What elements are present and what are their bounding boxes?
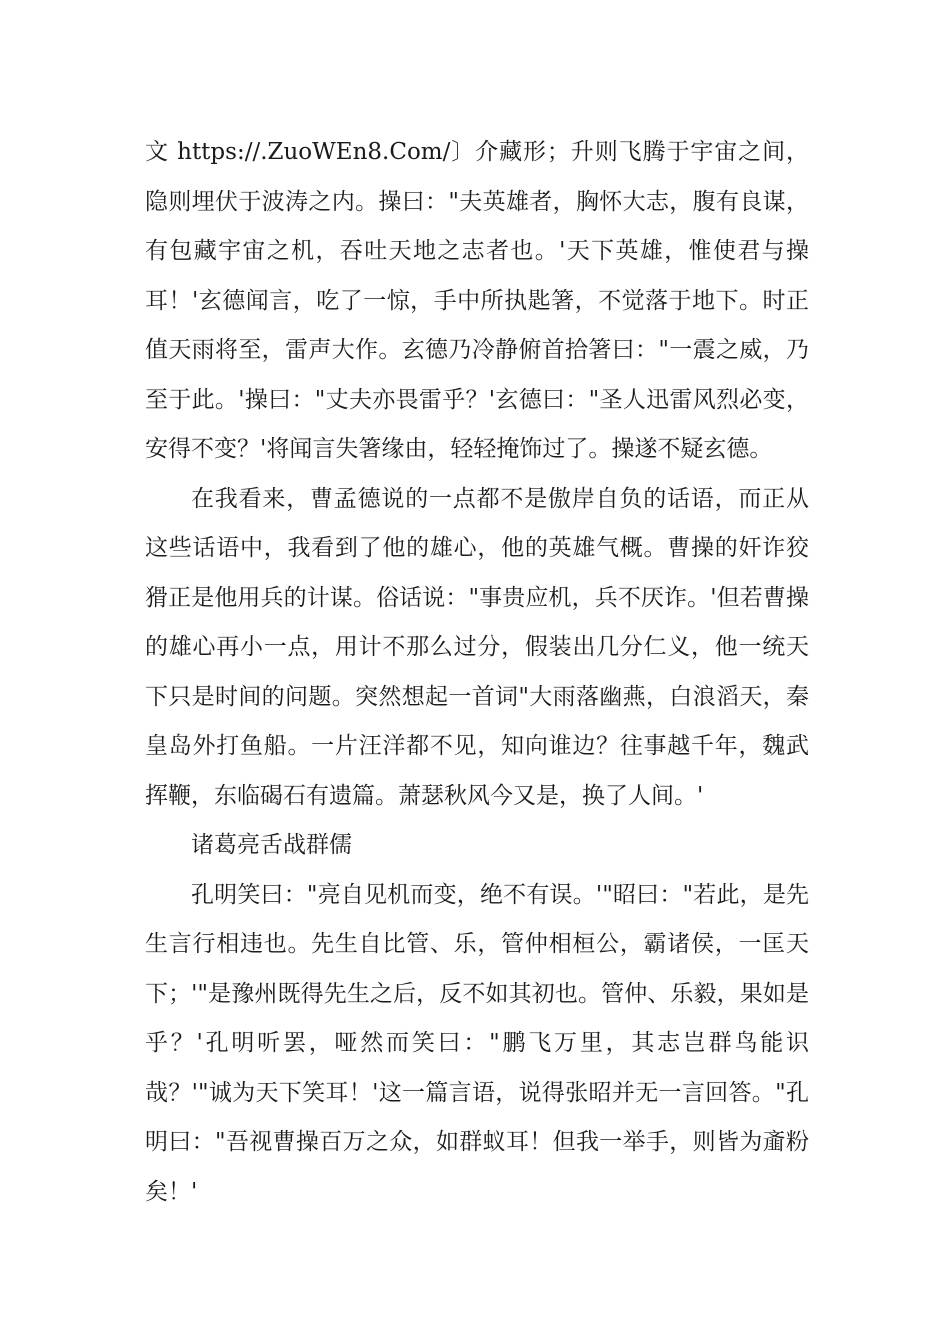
section-heading: 诸葛亮舌战群儒 xyxy=(191,832,352,858)
document-body xyxy=(145,128,809,1217)
paragraph-continuation: 文 https://.ZuoWEn8.Com/〕介藏形；升则飞腾于宇宙之间，隐则埋伏于波涛之内。操曰："夫英雄者，胸怀大志，腹有良谋，有包藏宇宙之机，吞吐天地之志者也。'天下英雄，惟使君与操耳！'玄德闻言，吃了一惊，手中所执匙箸，不觉落于地下。时正值天雨将至，雷声大作。玄德乃冷静俯首拾箸曰："一震之威，乃至于此。'操曰："丈夫亦畏雷乎？'玄德曰："圣人迅雷风烈必变，安得不变？'将闻言失箸缘由，轻轻掩饰过了。操遂不疑玄德。 xyxy=(145,139,809,462)
paragraph-debate: 孔明笑曰："亮自见机而变，绝不有误。'"昭曰："若此，是先生言行相违也。先生自比管、乐，管仲相桓公，霸诸侯，一匡天下；'"是豫州既得先生之后，反不如其初也。管仲、乐毅，果如是乎？'孔明听罢，哑然而笑曰："鹏飞万里，其志岂群鸟能识哉？'"诚为天下笑耳！'这一篇言语，说得张昭并无一言回答。"孔明曰："吾视曹操百万之众，如群蚁耳！但我一举手，则皆为齑粉矣！' xyxy=(145,881,809,1205)
paragraph-commentary: 在我看来，曹孟德说的一点都不是傲岸自负的话语，而正从这些话语中，我看到了他的雄心，他的英雄气概。曹操的奸诈狡猾正是他用兵的计谋。俗话说："事贵应机，兵不厌诈。'但若曹操的雄心再小一点，用计不那么过分，假装出几分仁义，他一统天下只是时间的问题。突然想起一首词"大雨落幽燕，白浪滔天，秦皇岛外打鱼船。一片汪洋都不见，知向谁边？往事越千年，魏武挥鞭，东临碣石有遗篇。萧瑟秋风今又是，换了人间。' xyxy=(145,485,809,809)
